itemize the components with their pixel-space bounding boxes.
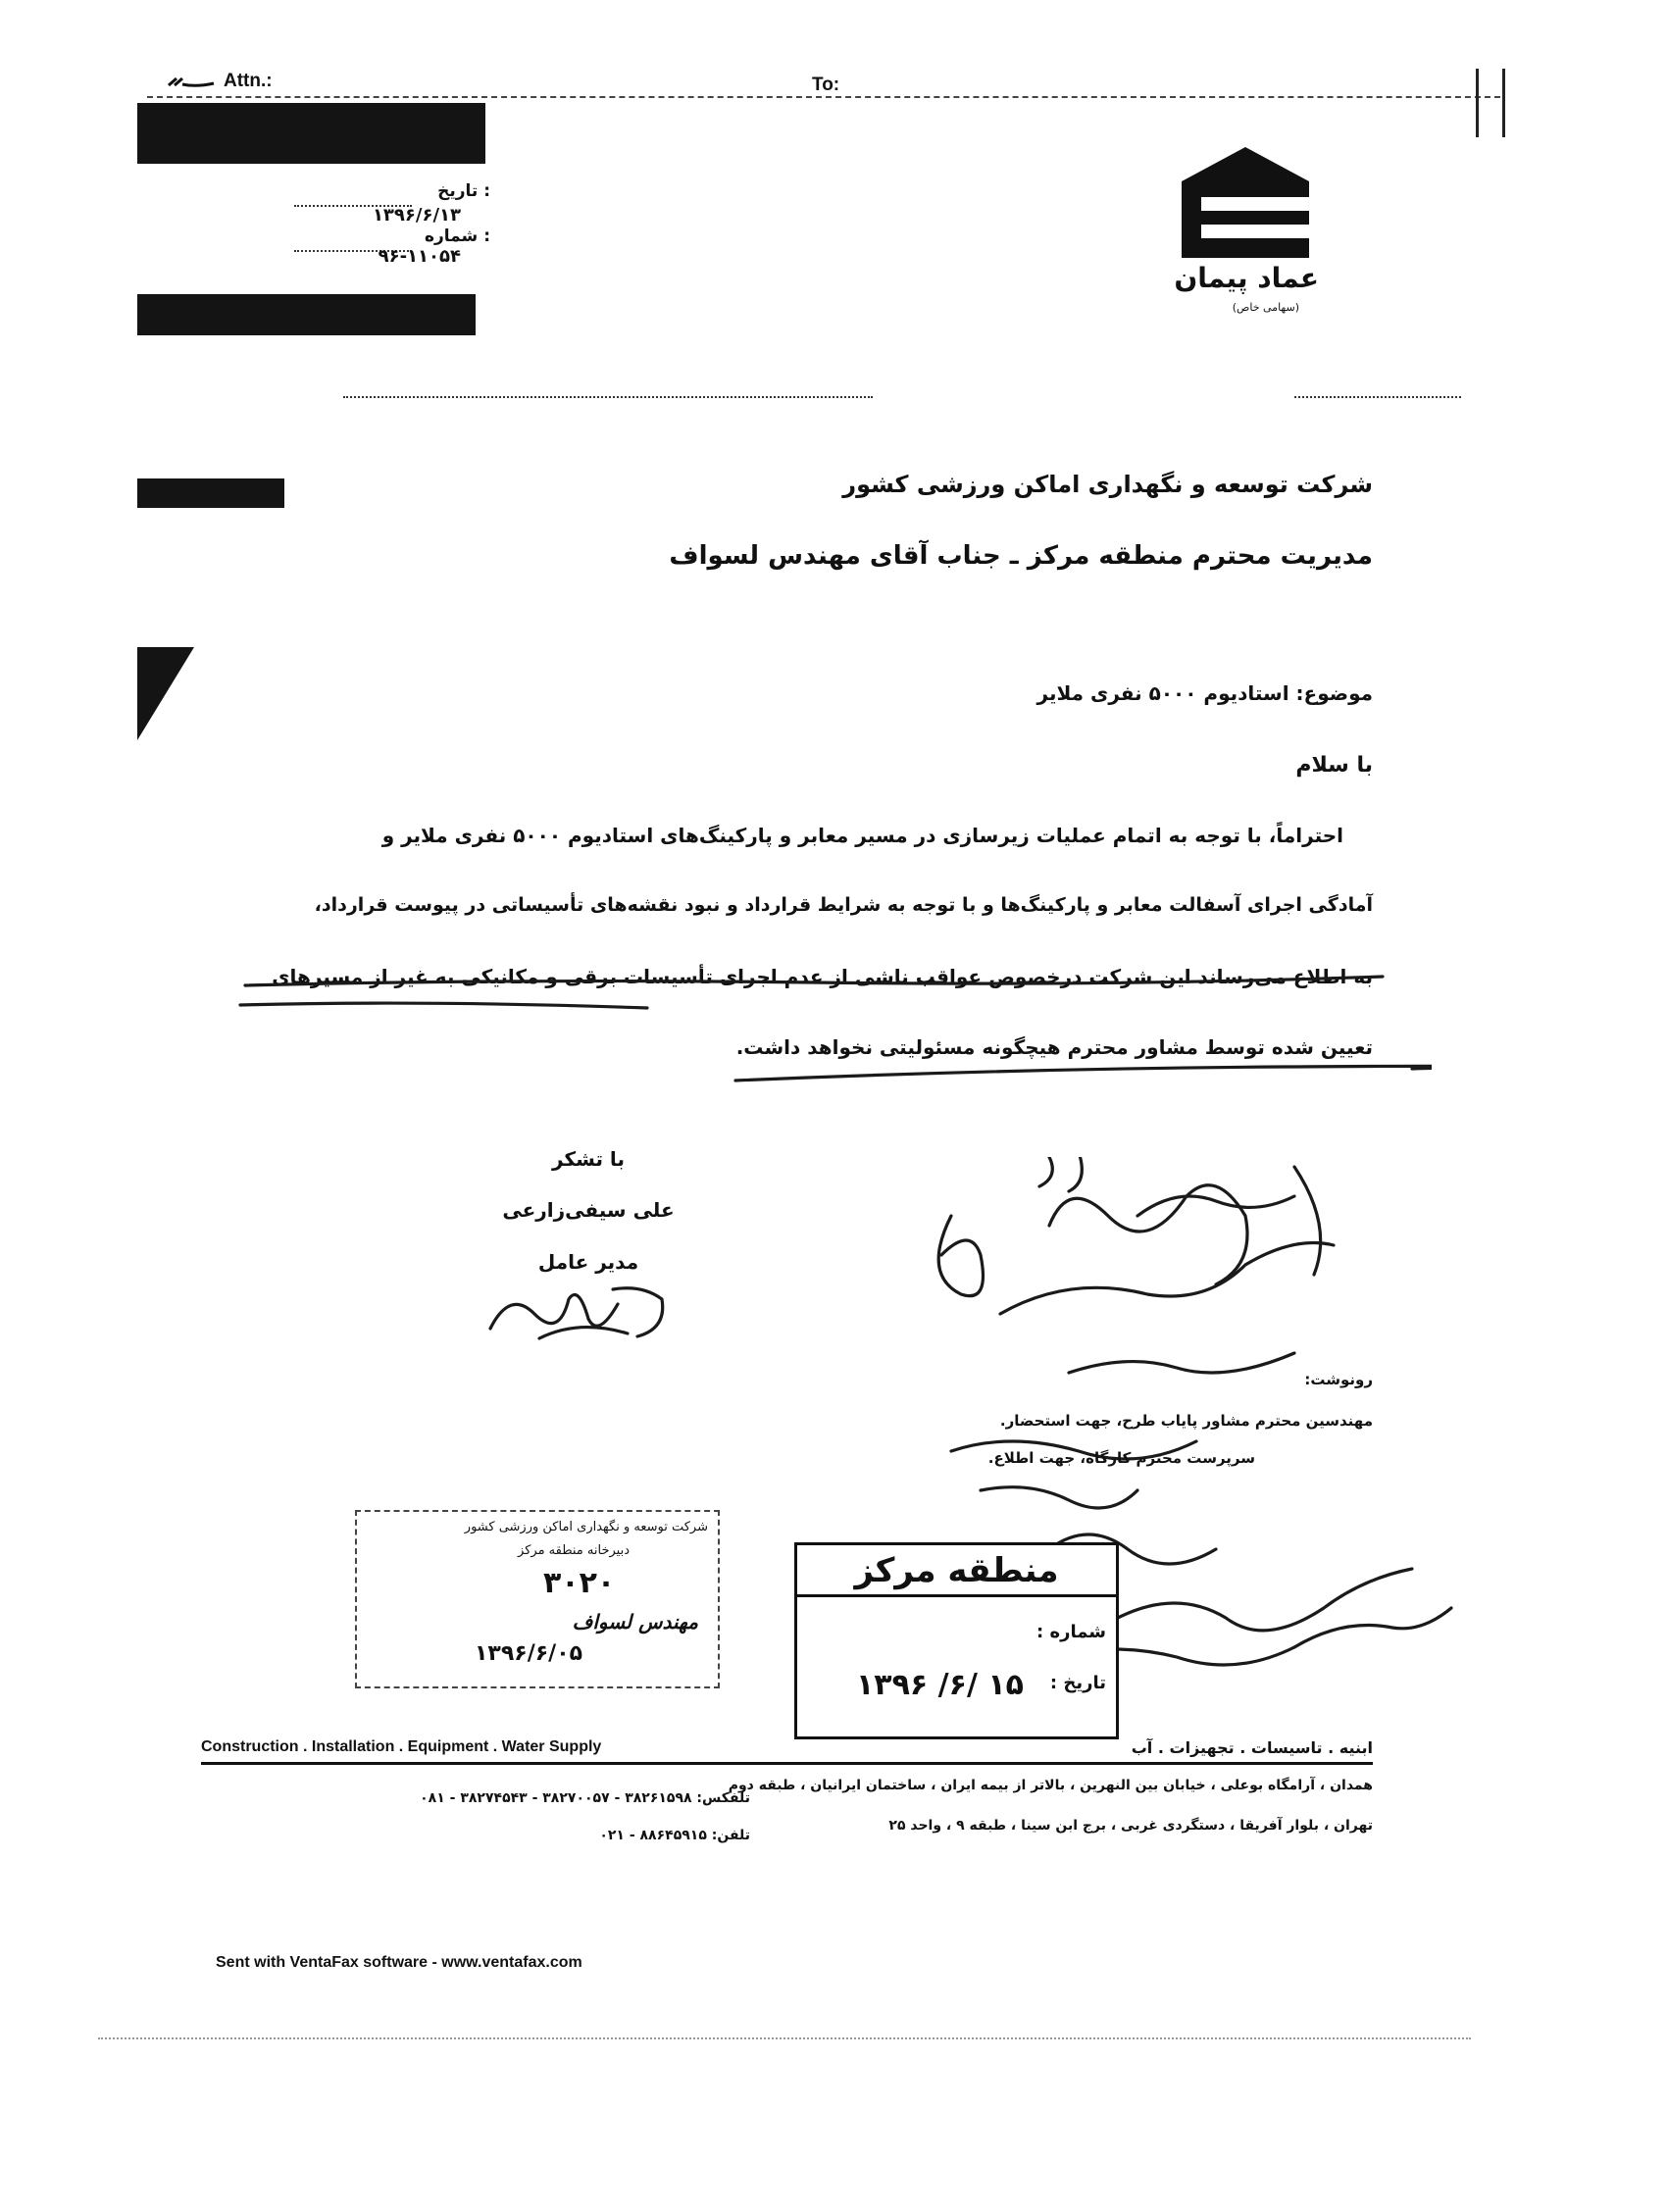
handwritten-underline (226, 971, 1432, 1093)
region-stamp-date-value: ۱۳۹۶ /۶/ ۱۵ (856, 1668, 1024, 1702)
greeting: با سلام (1295, 753, 1373, 778)
redaction-wedge (137, 647, 196, 740)
header-rule (147, 96, 1500, 98)
region-stamp-date-label: تاریخ : (1049, 1673, 1106, 1693)
region-stamp (794, 1542, 1119, 1739)
fax-footer: Sent with VentaFax software - www.ventafax.com (216, 1954, 582, 1971)
divider-dotted (343, 396, 873, 398)
redaction-bar (137, 103, 485, 164)
body-line: تعیین شده توسط مشاور محترم هیچگونه مسئولیتی نخواهد داشت. (735, 1035, 1373, 1059)
divider-dotted (1294, 396, 1461, 398)
fax-footer-rule (98, 2037, 1471, 2039)
region-stamp-number-label: شماره : (1036, 1622, 1106, 1642)
footer-services-fa: ابنیه . تاسیسات . تجهیزات . آب (1131, 1738, 1373, 1757)
fax-mark (167, 75, 218, 88)
body-line: احتراماً، با توجه به اتمام عملیات زیرسازی در مسیر معابر و پارکینگ‌های استادیوم ۵۰۰۰ نفری ملایر و (381, 824, 1343, 847)
received-stamp-line-1: شرکت توسعه و نگهداری اماکن ورزشی کشور (464, 1520, 708, 1534)
received-stamp-line-2: دبیرخانه منطقه مرکز (518, 1543, 630, 1558)
date-value: ۱۳۹۶/۶/۱۳ (372, 205, 461, 226)
footer-fax: تلفکس: ۳۸۲۶۱۵۹۸ - ۳۸۲۷۰۰۵۷ - ۳۸۲۷۴۵۴۳ - ۰۸۱ (420, 1790, 750, 1806)
signature-name: علی سیفی‌زارعی (502, 1198, 675, 1222)
date-label: : تاریخ (437, 181, 490, 201)
redaction-bar (137, 478, 284, 508)
signature-thanks: با تشکر (552, 1147, 625, 1171)
number-value: ۹۶-۱۱۰۵۴ (378, 246, 461, 267)
signature-title: مدیر عامل (537, 1250, 639, 1274)
date-number-block (294, 181, 490, 270)
received-stamp-name: مهندس لسواف (572, 1610, 698, 1634)
logo-mark-icon (1172, 142, 1319, 265)
manager-signature (480, 1260, 677, 1353)
cc-label: رونوشت: (1304, 1371, 1373, 1388)
redaction-bar (137, 294, 476, 335)
region-stamp-title: منطقه مرکز (797, 1551, 1116, 1597)
received-stamp-number: ۳۰۲۰ (543, 1566, 616, 1600)
company-name: عماد پیمان (1174, 262, 1319, 294)
footer-services-en: Construction . Installation . Equipment . Water Supply (201, 1738, 602, 1755)
attn-label: Attn.: (224, 71, 273, 91)
number-label: : شماره (424, 226, 490, 246)
received-stamp-date: ۱۳۹۶/۶/۰۵ (475, 1641, 583, 1666)
header-right-marks (1476, 69, 1505, 137)
footer-address-tehran: تهران ، بلوار آفریقا ، دستگردی غربی ، برج ابن سینا ، طبقه ۹ ، واحد ۲۵ (888, 1818, 1373, 1834)
received-stamp (355, 1510, 720, 1688)
body-line: آمادگی اجرای آسفالت معابر و پارکینگ‌ها و با توجه به شرایط قرارداد و نبود نقشه‌های تأسیساتی در پیوست قرارداد، (314, 894, 1373, 916)
recipient-line-1: شرکت توسعه و نگهداری اماکن ورزشی کشور (842, 471, 1373, 498)
footer-address-hamedan: همدان ، آرامگاه بوعلی ، خیابان بین النهرین ، بالاتر از بیمه ایران ، ساختمان ایرانیان ، طبقه دوم (728, 1778, 1373, 1793)
footer-phone: تلفن: ۸۸۶۴۵۹۱۵ - ۰۲۱ (599, 1828, 750, 1843)
cc-line-1: مهندسین محترم مشاور پایاب طرح، جهت استحضار. (999, 1412, 1373, 1430)
company-sub: (سهامی خاص) (1232, 301, 1299, 314)
subject: موضوع: استادیوم ۵۰۰۰ نفری ملایر (1036, 681, 1373, 705)
company-logo (1172, 142, 1319, 328)
footer-rule (201, 1762, 1373, 1765)
cc-line-2: سرپرست محترم کارگاه، جهت اطلاع. (987, 1449, 1255, 1467)
recipient-line-2: مدیریت محترم منطقه مرکز ـ جناب آقای مهندس لسواف (669, 541, 1373, 571)
to-label: To: (812, 75, 840, 95)
body-line: به اطلاع می‌رساند این شرکت درخصوص عواقب ناشی از عدم اجرای تأسیسات برقی و مکانیکی به غیر از مسیرهای (272, 965, 1373, 988)
